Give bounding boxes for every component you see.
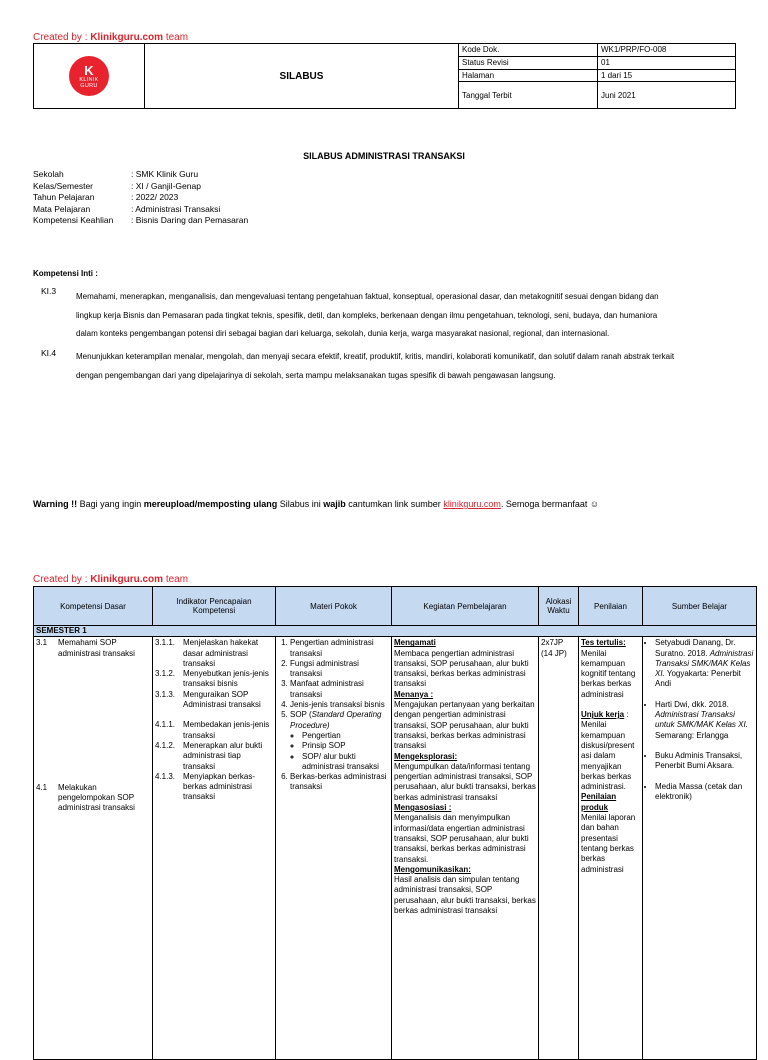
table-row (34, 637, 757, 1060)
penilaian-block (581, 710, 640, 792)
info-label: Tahun Pelajaran (33, 192, 95, 202)
kegiatan-text: Mengumpulkan data/informasi tentang pengertian administrasi transaksi, SOP perusahaan, alur bukti transaksi, berkas berkas administrasi transaksi (394, 761, 536, 802)
credit-line-table (33, 574, 188, 585)
credit-prefix: Created by : (33, 32, 91, 43)
kd-cell (34, 637, 153, 1060)
materi-item (290, 710, 389, 772)
alokasi-cell (539, 637, 579, 1060)
kegiatan-text: Menganalisis dan menyimpulkan informasi/data engertian administrasi transaksi, SOP perusahaan, alur bukti transaksi, berkas berkas administrasi transaksi. (394, 813, 529, 864)
indicator-number: 3.1.3. (155, 689, 176, 699)
kegiatan-block (394, 690, 536, 752)
indicator-number: 4.1.3. (155, 771, 176, 781)
header-title: SILABUS (145, 44, 459, 109)
col-header: Materi Pokok (276, 587, 392, 626)
indicator-item (155, 720, 273, 741)
sumber-text: Harti Dwi, dkk. 2018. (655, 699, 729, 709)
kegiatan-label: Mengasosiasi : (394, 803, 452, 813)
col-header: Indikator Pencapaian Kompetensi (153, 587, 276, 626)
school-info (33, 169, 248, 227)
penilaian-label: Penilaian produk (581, 792, 617, 812)
sumber-text: Setyabudi Danang, Dr. Suratno. 2018. (655, 638, 736, 658)
credit-brand[interactable]: Klinikguru.com (90, 32, 164, 43)
warning-text: . Semoga bermanfaat ☺ (500, 499, 600, 509)
kegiatan-cell (392, 637, 539, 1060)
materi-item: 2. Fungsi administrasi transaksi (290, 659, 389, 680)
indicator-number: 3.1.2. (155, 669, 176, 679)
credit-suffix: team (163, 574, 189, 585)
ki4-line: dengan pengembangan dari yang dipelajarinya di sekolah, serta mampu melaksanakan tugas spesifik di bawah pengawasan langsung. (76, 370, 556, 380)
penilaian-text: Menilai kemampuan kognitif tentang berkas berkas administrasi (581, 648, 636, 699)
penilaian-text: Menilai kemampuan diskusi/present asi dalam menyajikan berkas berkas administrasi. (581, 720, 635, 792)
syllabus-table (33, 586, 757, 1060)
kegiatan-text: Membaca pengertian administrasi transaksi, SOP perusahaan, alur bukti transaksi, berkas berkas administrasi transaksi (394, 648, 529, 689)
materi-sop-italic: Standard Operating Procedure) (290, 710, 382, 730)
materi-list (278, 638, 389, 792)
kd-item (36, 638, 150, 659)
info-value: : Administrasi Transaksi (131, 203, 221, 214)
info-row (33, 169, 248, 181)
ki3-line: dalam konteks pengembangan potensi diri sebagai bagian dari keluarga, sekolah, dunia kerja, warga masyarakat nasional, regional, dan internasional. (76, 329, 610, 338)
kegiatan-label: Mengamati (394, 638, 436, 648)
sumber-text: Media Massa (cetak dan elektronik) (655, 781, 743, 801)
header-value-status: 01 (598, 56, 736, 69)
indicator-item (155, 741, 273, 772)
col-header: Kompetensi Dasar (34, 587, 153, 626)
warning-text: Bagi yang ingin (77, 499, 144, 509)
warning-notice (33, 499, 599, 509)
materi-subitem: ◦ Prinsip SOP (302, 741, 389, 751)
document-header-table (33, 43, 736, 109)
ki4-line: Menunjukkan keterampilan menalar, mengolah, dan menyaji secara efektif, kreatif, produktif, kritis, mandiri, kolaborati komunikatif, dan solutif dalam ranah abstrak terkait (76, 352, 675, 361)
sumber-item (655, 700, 754, 741)
info-value: : XI / Ganjil-Genap (131, 180, 201, 191)
header-key-halaman: Halaman (459, 69, 598, 82)
info-label: Kelas/Semester (33, 180, 93, 191)
indicator-text: Menyiapkan berkas-berkas administrasi transaksi (183, 771, 256, 802)
ki3-line: lingkup kerja Bisnis dan Pemasaran pada tingkat teknis, spesifik, detil, dan kompleks, berkenaan dengan ilmu pengetahuan, teknologi, seni, budaya, dan humaniora (76, 310, 658, 320)
sumber-title: Administrasi Transaksi SMK/MAK Kelas XI. (655, 648, 754, 679)
info-row (33, 215, 248, 227)
credit-brand[interactable]: Klinikguru.com (90, 574, 164, 585)
materi-item: 3. Manfaat administrasi transaksi (290, 679, 389, 700)
materi-item: 1. Pengertian administrasi transaksi (290, 638, 389, 659)
penilaian-block (581, 638, 640, 700)
info-value: : 2022/ 2023 (131, 192, 179, 202)
warning-text: Silabus ini (277, 499, 324, 509)
sumber-item (655, 751, 754, 772)
indicator-text: Menguraikan SOP Administrasi transaksi (183, 689, 261, 710)
indicator-text: Menyebutkan jenis-jenis transaksi bisnis (183, 669, 269, 689)
materi-sublist (290, 731, 389, 772)
col-header: Sumber Belajar (643, 587, 757, 626)
semester-label: SEMESTER 1 (34, 626, 757, 637)
kegiatan-block (394, 803, 536, 865)
penilaian-block (581, 792, 640, 874)
info-row (33, 181, 248, 193)
sumber-text: Buku Adminis Transaksi, Penerbit Bumi Aksara. (655, 750, 743, 771)
ki-heading: Kompetensi Inti : (33, 269, 98, 278)
indicator-item (155, 669, 273, 690)
warning-text: cantumkan link sumber (345, 499, 444, 509)
header-key-tanggal: Tanggal Terbit (459, 82, 598, 109)
header-key-kode: Kode Dok. (459, 44, 598, 57)
kegiatan-block (394, 752, 536, 803)
header-value-kode: WK1/PRP/FO-008 (598, 44, 736, 57)
sumber-title: Administrasi Transaksi untuk SMK/MAK Kelas XI. (655, 710, 748, 730)
alokasi-total: (14 JP) (541, 648, 567, 658)
kegiatan-label: Mengeksplorasi: (394, 751, 458, 761)
info-row (33, 192, 248, 204)
ki3-line: Memahami, menerapkan, menganalisis, dan mengevaluasi tentang pengetahuan faktual, konseptual, operasional dasar, dan metakognitif sesuai dengan bidang dan (76, 292, 659, 301)
indicator-number: 4.1.1. (155, 720, 176, 730)
semester-row (34, 626, 757, 637)
ki3-text (76, 288, 766, 344)
indicator-text: Membedakan jenis-jenis transaksi (183, 720, 270, 740)
penilaian-cell (579, 637, 643, 1060)
logo-cell (34, 44, 145, 109)
ki3-code: KI.3 (41, 286, 57, 296)
info-label: Kompetensi Keahlian (33, 215, 114, 225)
sumber-cell (643, 637, 757, 1060)
logo-line2: GURU (80, 82, 98, 89)
materi-subitem: ◦ SOP/ alur bukti administrasi transaksi (302, 752, 389, 773)
materi-subitem: ◦ Pengertian (302, 731, 389, 741)
alokasi-jp: 2x7JP (541, 638, 564, 648)
info-row (33, 204, 248, 216)
kegiatan-text: Mengajukan pertanyaan yang berkaitan dengan pengertian administrasi transaksi, SOP perusahaan, alur bukti transaksi, berkas berkas administrasi transaksi (394, 700, 535, 751)
warning-bold: mereupload/memposting ulang (143, 499, 278, 509)
info-value: : SMK Klinik Guru (131, 169, 199, 179)
credit-prefix: Created by : (33, 574, 91, 585)
source-link[interactable]: klinikguru.com (443, 499, 501, 509)
logo-line1: KLINIK (79, 76, 99, 83)
ki4-text (76, 348, 766, 385)
col-header: Penilaian (579, 587, 643, 626)
penilaian-text: Menilai laporan dan bahan presentasi tentang berkas berkas administrasi (581, 813, 636, 874)
col-header: Alokasi Waktu (539, 587, 579, 626)
kd-item (36, 783, 150, 814)
kegiatan-label: Menanya : (394, 689, 434, 699)
credit-suffix: team (163, 32, 189, 43)
sumber-publisher: Yogyakarta: Penerbit Andi (655, 669, 741, 689)
kegiatan-block (394, 865, 536, 916)
kd-text: Melakukan pengelompokan SOP administrasi transaksi (58, 782, 135, 813)
col-header: Kegiatan Pembelajaran (392, 587, 539, 626)
info-label: Sekolah (33, 169, 64, 179)
indicator-item (155, 638, 273, 669)
sumber-list (645, 638, 754, 802)
kegiatan-text: Hasil analisis dan simpulan tentang administrasi transaksi, SOP perusahaan, alur bukti transaksi, berkas berkas administrasi transaksi (394, 875, 536, 916)
kd-number: 4.1 (36, 782, 48, 792)
ki4-code: KI.4 (41, 348, 57, 358)
logo-letter: K (84, 62, 94, 78)
materi-sop-label: SOP ( (290, 710, 312, 720)
sumber-publisher: Semarang: Erlangga (655, 730, 729, 740)
penilaian-suffix: : (624, 710, 629, 720)
klinik-guru-logo (69, 56, 109, 96)
indicator-number: 4.1.2. (155, 740, 176, 750)
materi-item: 4. Jenis-jenis transaksi bisnis (290, 700, 389, 710)
document-title: SILABUS ADMINISTRASI TRANSAKSI (303, 151, 465, 161)
info-value: : Bisnis Daring dan Pemasaran (131, 215, 249, 225)
sumber-item (655, 638, 754, 689)
materi-item: 6. Berkas-berkas administrasi transaksi (290, 772, 389, 793)
info-label: Mata Pelajaran (33, 203, 91, 214)
indicator-number: 3.1.1. (155, 638, 176, 648)
header-value-tanggal: Juni 2021 (598, 82, 736, 109)
sumber-item (655, 782, 754, 803)
warning-lead: Warning !! (33, 499, 78, 509)
credit-line-top (33, 32, 188, 43)
warning-bold: wajib (323, 499, 346, 509)
kd-text: Memahami SOP administrasi transaksi (58, 638, 135, 658)
indicator-item (155, 772, 273, 803)
header-key-status: Status Revisi (459, 56, 598, 69)
indicator-cell (153, 637, 276, 1060)
kegiatan-block (394, 638, 536, 689)
header-value-halaman: 1 dari 15 (598, 69, 736, 82)
kd-number: 3.1 (36, 638, 48, 648)
indicator-item (155, 690, 273, 711)
penilaian-label: Tes tertulis: (581, 638, 626, 648)
table-header-row (34, 587, 757, 626)
indicator-text: Menerapkan alur bukti administrasi tiap transaksi (183, 740, 263, 771)
kegiatan-label: Mengomunikasikan: (394, 864, 471, 874)
indicator-text: Menjelaskan hakekat dasar administrasi transaksi (183, 638, 259, 668)
penilaian-label: Unjuk kerja (581, 710, 625, 720)
materi-cell (276, 637, 392, 1060)
